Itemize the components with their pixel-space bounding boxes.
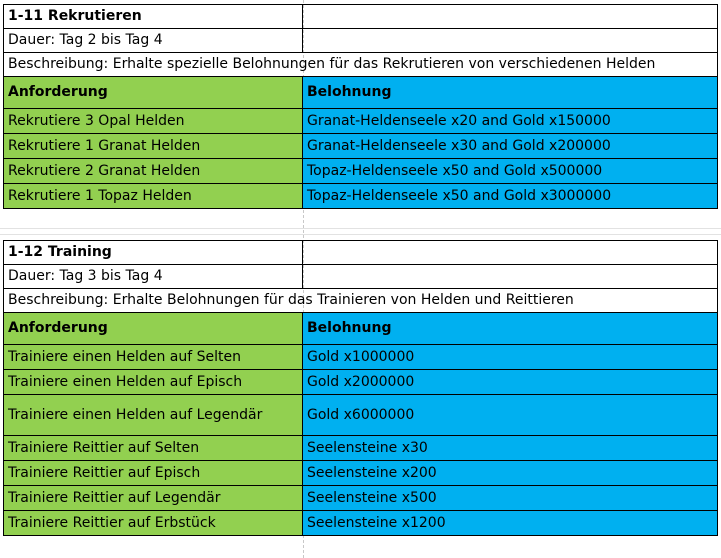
duration-cell[interactable]: Dauer: Tag 2 bis Tag 4: [4, 29, 303, 53]
empty-cell[interactable]: [303, 265, 718, 289]
reward-cell[interactable]: Topaz-Heldenseele x50 and Gold x3000000: [303, 184, 718, 209]
requirement-cell[interactable]: Rekrutiere 1 Granat Helden: [4, 134, 303, 159]
table-row: [4, 436, 718, 461]
table-row: [4, 184, 718, 209]
duration-cell[interactable]: Dauer: Tag 3 bis Tag 4: [4, 265, 303, 289]
section-training: [3, 240, 717, 536]
header-requirement[interactable]: Anforderung: [4, 313, 303, 345]
requirement-cell[interactable]: Rekrutiere 2 Granat Helden: [4, 159, 303, 184]
requirement-cell[interactable]: Trainiere Reittier auf Selten: [4, 436, 303, 461]
table-row: [4, 486, 718, 511]
table-row: [4, 159, 718, 184]
description-row: [4, 53, 718, 77]
reward-cell[interactable]: Seelensteine x200: [303, 461, 718, 486]
table-row: [4, 511, 718, 536]
table-row: [4, 461, 718, 486]
table-row: [4, 109, 718, 134]
recruiting-table: [3, 4, 718, 209]
reward-cell[interactable]: Gold x1000000: [303, 345, 718, 370]
reward-cell[interactable]: Gold x6000000: [303, 395, 718, 436]
requirement-cell[interactable]: Trainiere Reittier auf Erbstück: [4, 511, 303, 536]
requirement-cell[interactable]: Trainiere Reittier auf Legendär: [4, 486, 303, 511]
training-table: [3, 240, 718, 536]
header-row: [4, 77, 718, 109]
description-row: [4, 289, 718, 313]
empty-cell[interactable]: [303, 5, 718, 29]
header-row: [4, 313, 718, 345]
reward-cell[interactable]: Topaz-Heldenseele x50 and Gold x500000: [303, 159, 718, 184]
table-row: [4, 134, 718, 159]
section-recruiting: [3, 4, 717, 209]
requirement-cell[interactable]: Rekrutiere 3 Opal Helden: [4, 109, 303, 134]
empty-cell[interactable]: [303, 29, 718, 53]
requirement-cell[interactable]: Trainiere einen Helden auf Episch: [4, 370, 303, 395]
header-reward[interactable]: Belohnung: [303, 77, 718, 109]
reward-cell[interactable]: Seelensteine x30: [303, 436, 718, 461]
table-row: [4, 370, 718, 395]
title-row: [4, 5, 718, 29]
header-reward[interactable]: Belohnung: [303, 313, 718, 345]
title-row: [4, 241, 718, 265]
header-requirement[interactable]: Anforderung: [4, 77, 303, 109]
row-gridline: [0, 234, 721, 235]
requirement-cell[interactable]: Trainiere einen Helden auf Legendär: [4, 395, 303, 436]
duration-row: [4, 265, 718, 289]
section-title[interactable]: 1-11 Rekrutieren: [4, 5, 303, 29]
description-cell[interactable]: Beschreibung: Erhalte Belohnungen für das Trainieren von Helden und Reittieren: [4, 289, 718, 313]
requirement-cell[interactable]: Trainiere einen Helden auf Selten: [4, 345, 303, 370]
reward-cell[interactable]: Gold x2000000: [303, 370, 718, 395]
reward-cell[interactable]: Granat-Heldenseele x30 and Gold x200000: [303, 134, 718, 159]
reward-cell[interactable]: Granat-Heldenseele x20 and Gold x150000: [303, 109, 718, 134]
row-gridline: [0, 228, 721, 229]
reward-cell[interactable]: Seelensteine x500: [303, 486, 718, 511]
table-row: [4, 345, 718, 370]
duration-row: [4, 29, 718, 53]
table-row: [4, 395, 718, 436]
requirement-cell[interactable]: Rekrutiere 1 Topaz Helden: [4, 184, 303, 209]
requirement-cell[interactable]: Trainiere Reittier auf Episch: [4, 461, 303, 486]
description-cell[interactable]: Beschreibung: Erhalte spezielle Belohnungen für das Rekrutieren von verschiedenen Helden: [4, 53, 718, 77]
empty-cell[interactable]: [303, 241, 718, 265]
reward-cell[interactable]: Seelensteine x1200: [303, 511, 718, 536]
section-title[interactable]: 1-12 Training: [4, 241, 303, 265]
